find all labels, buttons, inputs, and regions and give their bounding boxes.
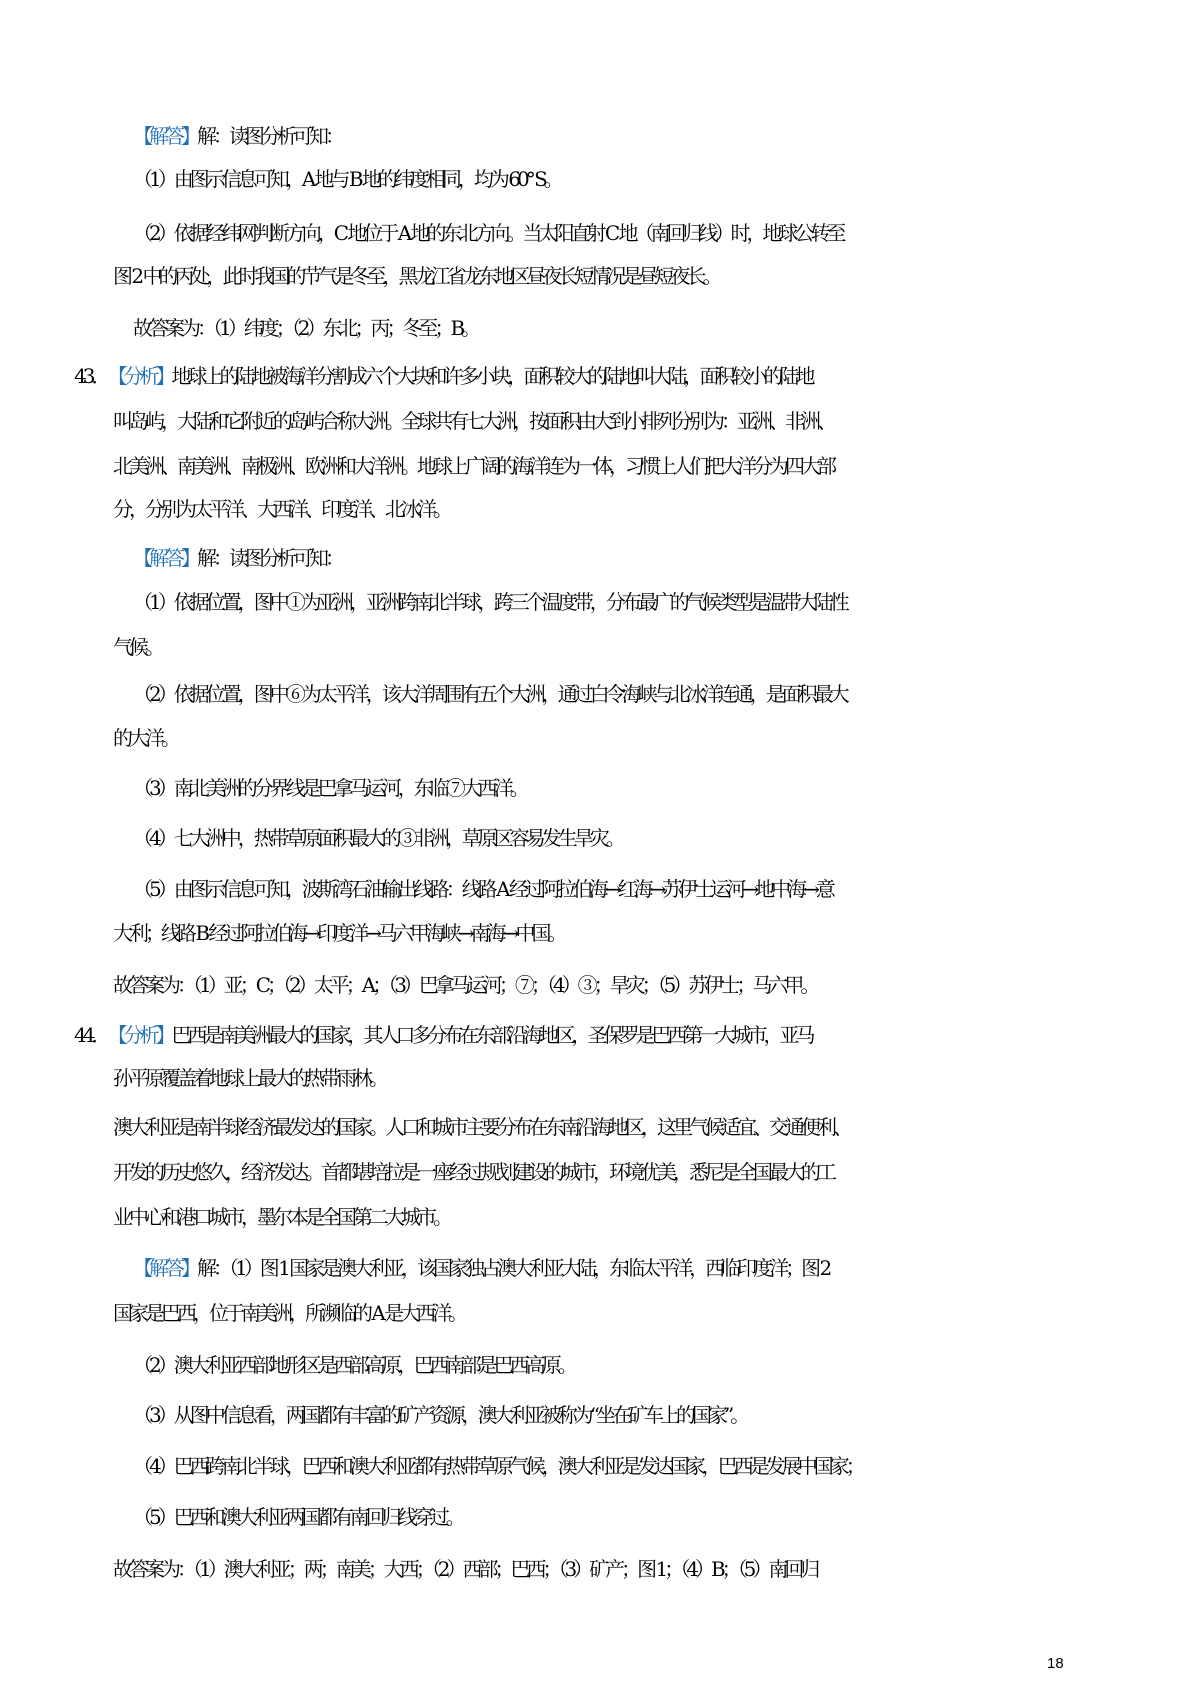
text-line bbox=[0, 582, 1200, 622]
text-line bbox=[0, 1248, 1200, 1288]
line-text: 澳大利亚是南半球经济最发达的国家。人口和城市主要分布在东南沿海地区，这里气候适宜、交通便利、 bbox=[113, 1115, 849, 1139]
text-line bbox=[0, 446, 1200, 486]
line-text: 地球上的陆地被海洋分割成六个大块和许多小块，面积较大的陆地叫大陆，面积较小的陆地 bbox=[171, 364, 812, 388]
question-number: 44． bbox=[74, 1023, 108, 1047]
text-line bbox=[0, 627, 1200, 667]
line-text: 叫岛屿，大陆和它附近的岛屿合称大洲。全球共有七大洲，按面积由大到小排列分别为：亚洲、非洲、 bbox=[113, 409, 833, 433]
line-text: （3）南北美洲的分界线是巴拿马运河，东临⑦大西洋。 bbox=[133, 776, 526, 800]
analysis-tag: 【分析】 bbox=[107, 1023, 172, 1047]
question-number: 43． bbox=[74, 364, 108, 388]
text-line bbox=[0, 356, 1200, 396]
answer-tag: 【解答】 bbox=[133, 546, 197, 570]
line-text: 解：（1）图 1 国家是澳大利亚，该国家独占澳大利亚大陆，东临太平洋，西临印度洋；图 2 bbox=[197, 1256, 829, 1280]
text-line bbox=[0, 538, 1200, 578]
text-line bbox=[0, 818, 1200, 858]
line-text: 图 2 中的丙处，此时我国的节气是冬至，黑龙江省龙东地区昼夜长短情况是昼短夜长。 bbox=[113, 264, 719, 288]
text-line bbox=[0, 674, 1200, 714]
line-text: （2）依据位置，图中⑥为太平洋，该大洋周围有五个大洲，通过白令海峡与北冰洋连通，是面积最大 bbox=[133, 682, 846, 706]
answer-tag: 【解答】 bbox=[133, 1256, 197, 1280]
text-line bbox=[0, 768, 1200, 808]
text-line bbox=[0, 308, 1200, 348]
text-line bbox=[0, 1152, 1200, 1192]
line-text: （1）依据位置，图中①为亚洲，亚洲跨南北半球，跨三个温度带，分布最广的气候类型是温带大陆性 bbox=[133, 590, 846, 614]
text-line bbox=[0, 965, 1200, 1005]
text-line bbox=[0, 1015, 1200, 1055]
line-text: （2）依据经纬网判断方向，C 地位于 A 地的东北方向。当太阳直射 C 地（南回归线）时，地球公转至 bbox=[133, 221, 843, 245]
line-text: （3）从图中信息看，两国都有丰富的矿产资源，澳大利亚被称为“坐在矿车上的国家”。 bbox=[133, 1403, 747, 1427]
line-text: 解：读图分析可知： bbox=[197, 124, 341, 148]
text-line bbox=[0, 1197, 1200, 1237]
text-line bbox=[0, 869, 1200, 909]
text-line bbox=[0, 401, 1200, 441]
line-text: （4）巴西跨南北半球，巴西和澳大利亚都有热带草原气候，澳大利亚是发达国家，巴西是发展中国家； bbox=[133, 1454, 862, 1478]
answer-tag: 【解答】 bbox=[133, 124, 197, 148]
text-line bbox=[0, 159, 1200, 199]
line-text: 故答案为：（1）纬度；（2）东北；丙；冬至；B。 bbox=[133, 316, 478, 340]
text-line bbox=[0, 1497, 1200, 1537]
text-line bbox=[0, 1058, 1200, 1098]
line-text: （4）七大洲中，热带草原面积最大的③非洲，草原区容易发生旱灾。 bbox=[133, 826, 622, 850]
line-text: 解：读图分析可知： bbox=[197, 546, 341, 570]
text-line bbox=[0, 1549, 1200, 1589]
line-text: 气候。 bbox=[113, 635, 161, 659]
text-line bbox=[0, 1395, 1200, 1435]
text-line bbox=[0, 116, 1200, 156]
text-line bbox=[0, 489, 1200, 529]
line-text: 大利；线路 B 经过阿拉伯海→印度洋→马六甲海峡→南海→中国。 bbox=[113, 921, 564, 945]
line-text: （1）由图示信息可知，A 地与 B 地的纬度相同，均为 60° S。 bbox=[133, 167, 560, 191]
line-text: （2）澳大利亚西部地形区是西部高原，巴西南部是巴西高原。 bbox=[133, 1353, 574, 1377]
line-text: 故答案为：（1）亚；C；（2）太平；A；（3）巴拿马运河；⑦；（4）③；旱灾；（5）苏伊士；马六甲。 bbox=[113, 973, 817, 997]
page-number: 18 bbox=[1047, 1655, 1064, 1672]
line-text: 孙平原覆盖着地球上最大的热带雨林。 bbox=[113, 1066, 385, 1090]
line-text: （5）巴西和澳大利亚两国都有南回归线穿过。 bbox=[133, 1505, 462, 1529]
text-line bbox=[0, 256, 1200, 296]
line-text: 业中心和港口城市，墨尔本是全国第二大城市。 bbox=[113, 1205, 449, 1229]
line-text: 分，分别为太平洋、大西洋、印度洋、北冰洋。 bbox=[113, 497, 449, 521]
line-text: 开发的历史悠久，经济发达。首都堪培拉是一座经过规划建设的城市，环境优美，悉尼是全国最大的工 bbox=[113, 1160, 833, 1184]
text-line bbox=[0, 1293, 1200, 1333]
line-text: （5）由图示信息可知，波斯湾石油输出线路：线路 A 经过阿拉伯海→红海→苏伊士运河→地中海→意 bbox=[133, 877, 832, 901]
text-line bbox=[0, 213, 1200, 253]
analysis-tag: 【分析】 bbox=[107, 364, 172, 388]
text-line bbox=[0, 718, 1200, 758]
line-text: 故答案为：（1）澳大利亚；两；南美；大西；（2）西部；巴西；（3）矿产；图 1；（4）B；（5）南回归 bbox=[113, 1557, 817, 1581]
text-line bbox=[0, 913, 1200, 953]
line-text: 的大洋。 bbox=[113, 726, 177, 750]
text-line bbox=[0, 1345, 1200, 1385]
line-text: 国家是巴西，位于南美洲，所濒临的 A 是大西洋。 bbox=[113, 1301, 465, 1325]
line-text: 北美洲、南美洲、南极洲、欧洲和大洋洲。地球上广阔的海洋连为一体，习惯上人们把大洋分为四大部 bbox=[113, 454, 833, 478]
text-line bbox=[0, 1446, 1200, 1486]
line-text: 巴西是南美洲最大的国家，其人口多分布在东部沿海地区，圣保罗是巴西第一大城市，亚马 bbox=[171, 1023, 812, 1047]
text-line bbox=[0, 1107, 1200, 1147]
